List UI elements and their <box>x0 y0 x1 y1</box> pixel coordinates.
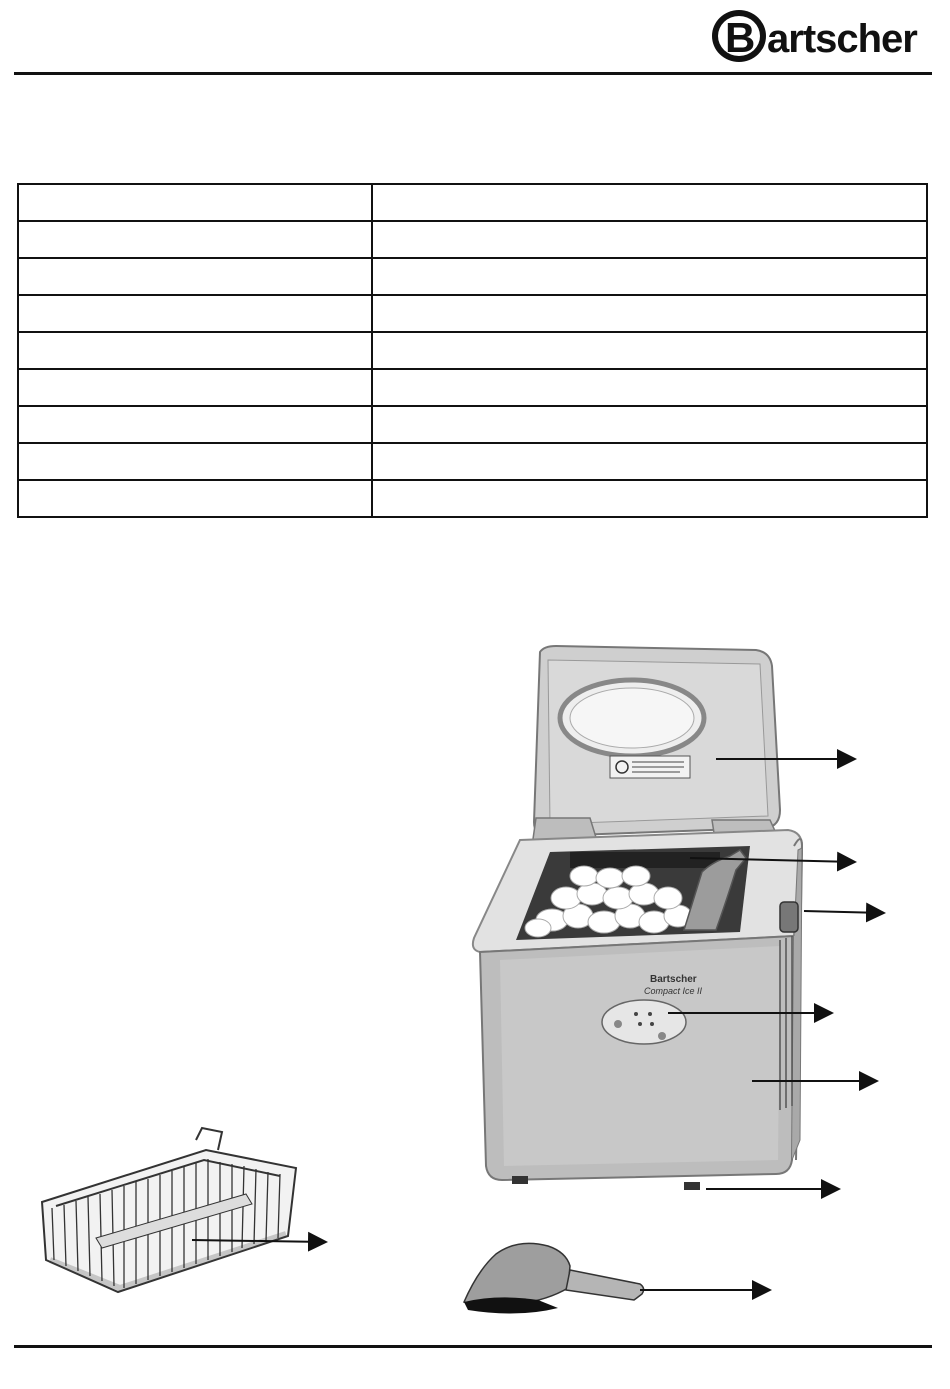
footer-rule <box>14 1345 932 1348</box>
machine-brand-label: Bartscher <box>650 974 697 985</box>
callout-arrow <box>690 858 855 862</box>
logo-wordmark: artscher <box>767 17 917 61</box>
machine-model-label: Compact Ice II <box>644 986 703 996</box>
callout-arrow <box>804 911 884 913</box>
callout-arrow <box>192 1240 326 1242</box>
logo-initial: B <box>725 14 756 61</box>
